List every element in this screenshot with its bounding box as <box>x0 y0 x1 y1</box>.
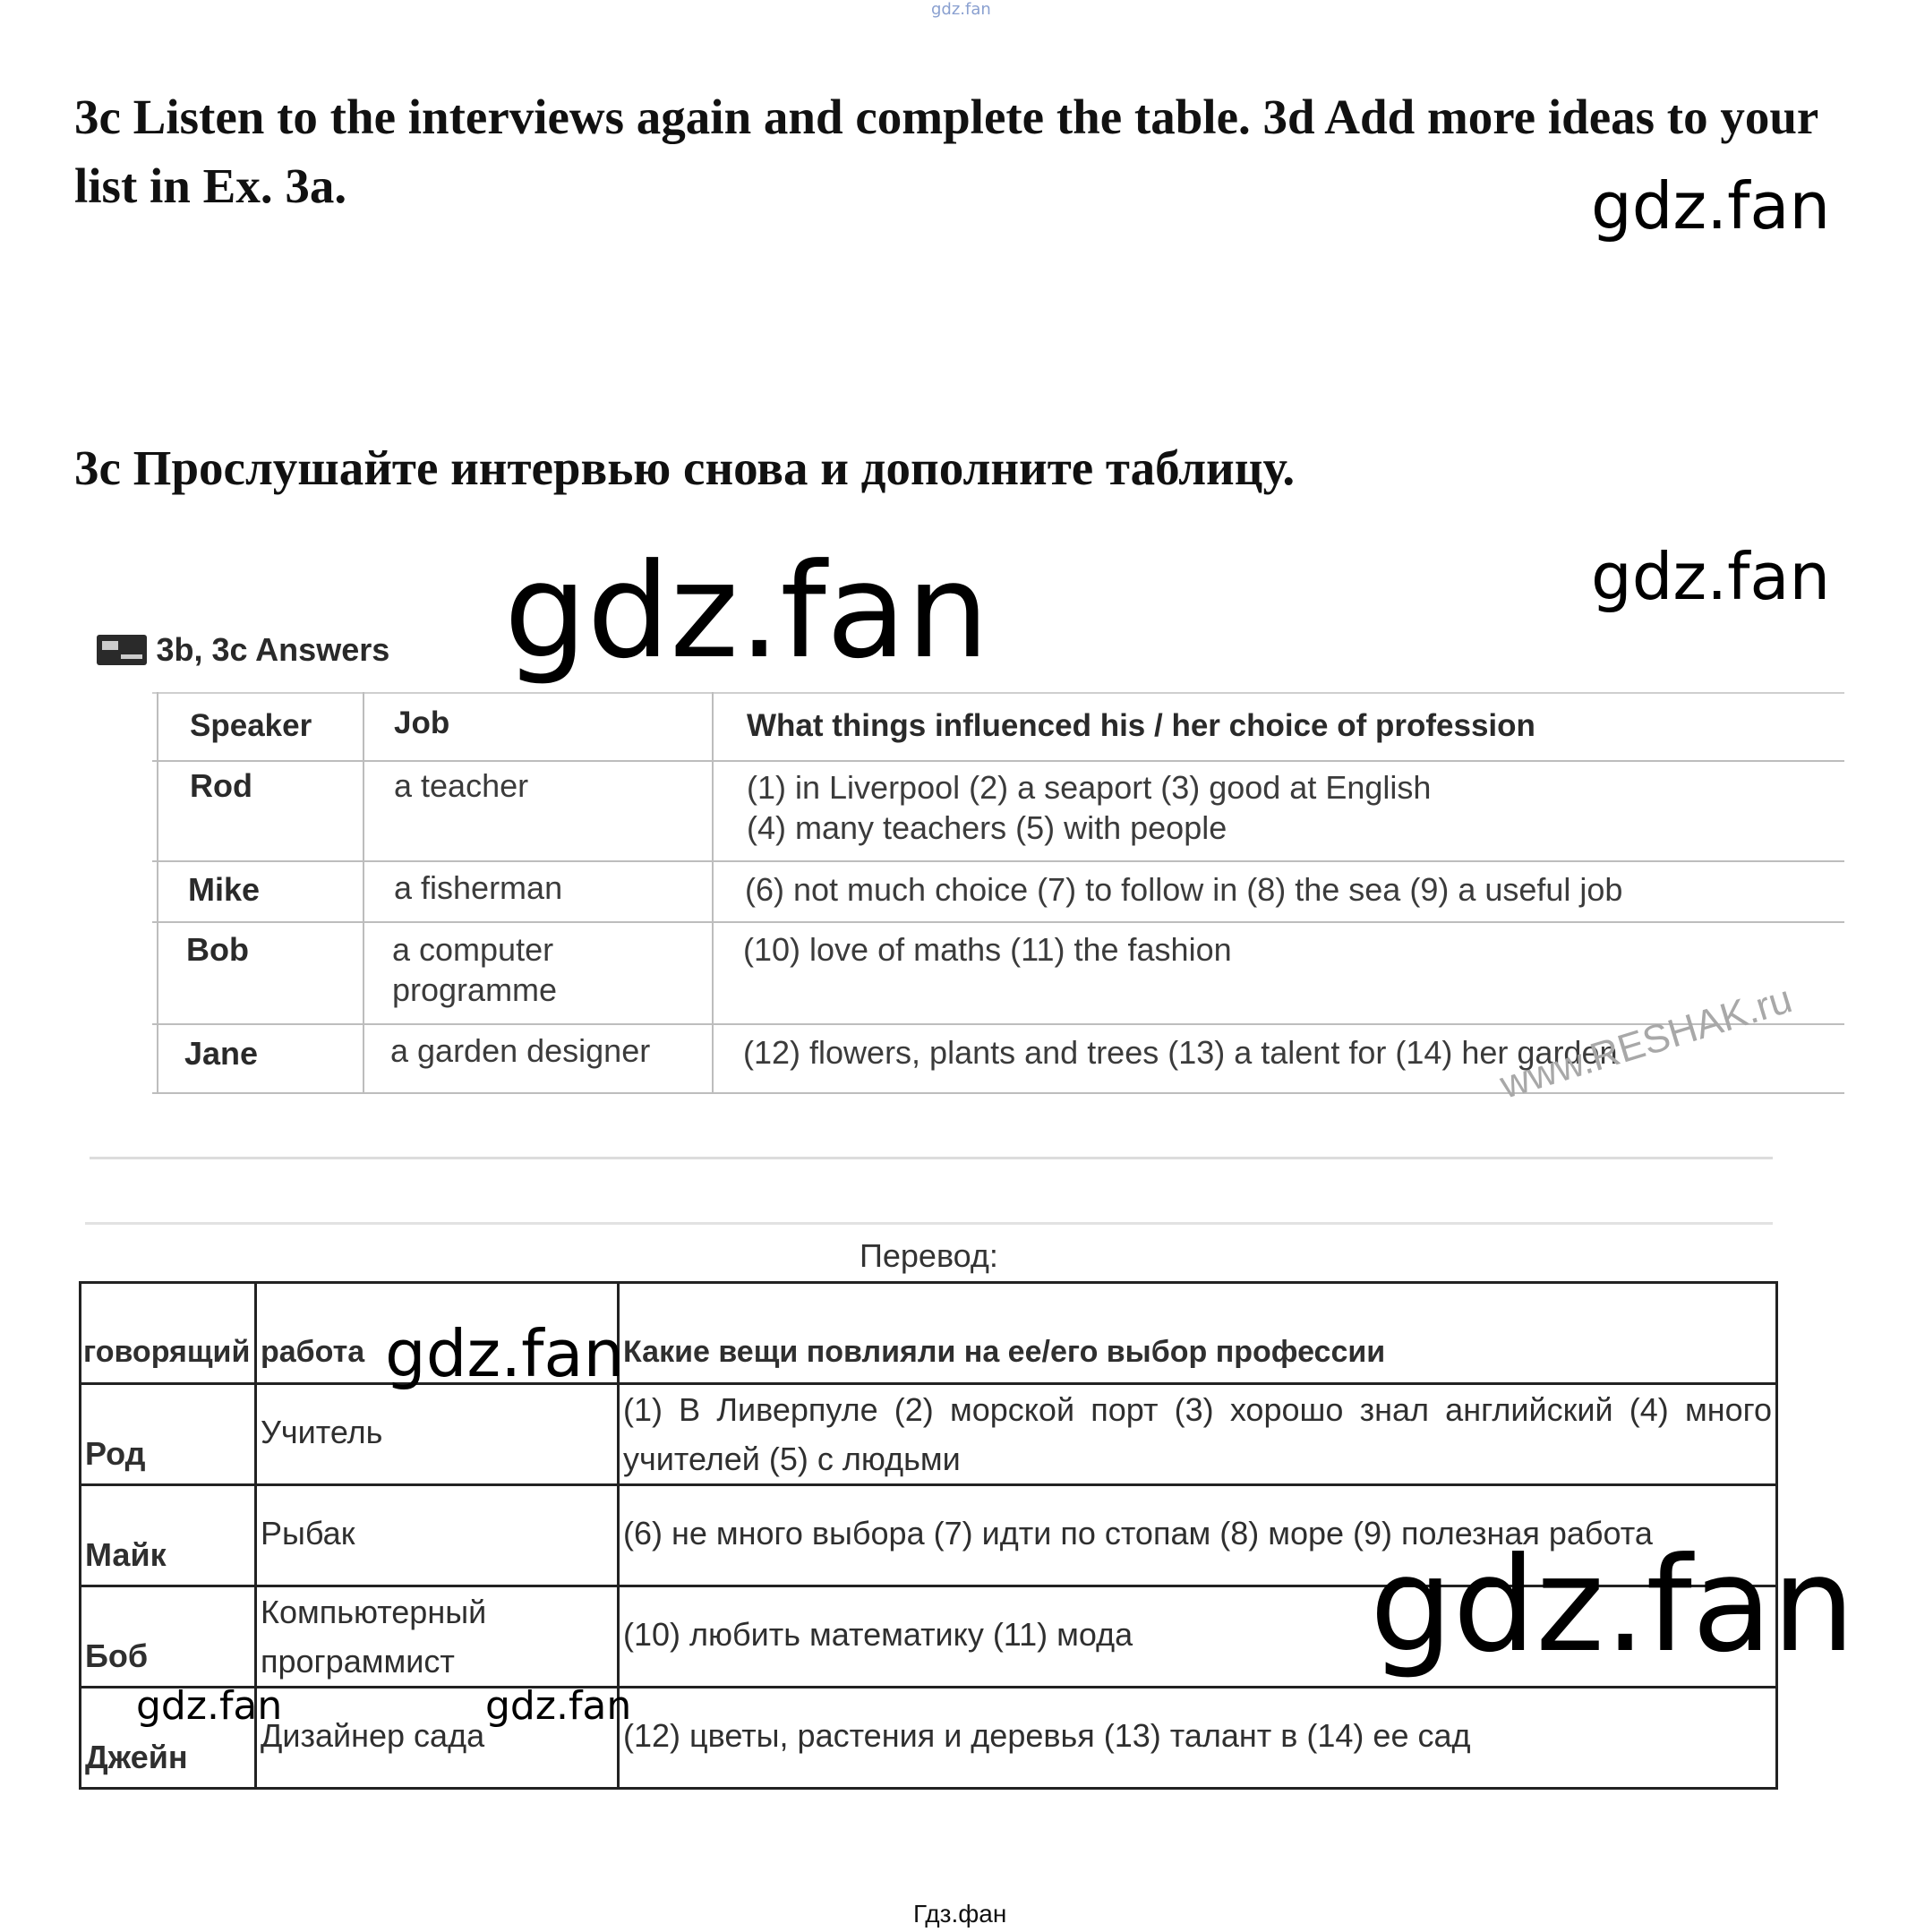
watermark: gdz.fan <box>385 1316 625 1391</box>
speaker-cell: Майк <box>81 1485 256 1586</box>
watermark: gdz.fan <box>485 1683 632 1729</box>
things-cell: (1) В Ливерпуле (2) морской порт (3) хорошо знал английский (4) много учителей (5) с людьми <box>619 1384 1777 1485</box>
scan-line <box>90 1157 1773 1159</box>
job-cell: Дизайнер сада <box>256 1688 619 1789</box>
table-row <box>81 1688 1777 1789</box>
row-job: a garden designer <box>390 1032 651 1069</box>
row-job: a fisherman <box>394 869 563 906</box>
row-job: a teacher <box>394 767 529 804</box>
row-job: a computer <box>392 931 554 968</box>
row-things: (1) in Liverpool (2) a seaport (3) good at English <box>747 769 1432 806</box>
heading-en: 3c Listen to the interviews again and complete the table. 3d Add more ideas to your list in Ex. 3a. <box>74 90 1818 213</box>
things-cell: (10) любить математику (11) мода <box>619 1586 1777 1688</box>
translation-label: Перевод: <box>860 1237 998 1274</box>
things-cell: (12) цветы, растения и деревья (13) талант в (14) ее сад <box>619 1688 1777 1789</box>
watermark: gdz.fan <box>1591 168 1831 244</box>
top-watermark: gdz.fan <box>931 0 991 19</box>
row-things: (12) flowers, plants and trees (13) a talent for (14) her garden <box>743 1034 1618 1071</box>
table-row <box>81 1384 1777 1485</box>
header-speaker: Speaker <box>190 708 312 743</box>
answers-table <box>152 685 1844 1097</box>
row-speaker: Bob <box>186 931 249 968</box>
answers-title <box>97 631 389 672</box>
header-cell: работа <box>256 1283 619 1384</box>
header-cell: Какие вещи повлияли на ее/его выбор профессии <box>619 1283 1777 1384</box>
row-things: (6) not much choice (7) to follow in (8) the sea (9) a useful job <box>745 871 1623 908</box>
reshak-stamp: www.RESHAK.ru <box>1495 977 1798 1107</box>
things-cell: (6) не много выбора (7) идти по стопам (8) море (9) полезная работа <box>619 1485 1777 1586</box>
job-cell: Учитель <box>256 1384 619 1485</box>
scan-line <box>85 1222 1773 1225</box>
row-speaker: Rod <box>190 767 252 804</box>
watermark: gdz.fan <box>1370 1529 1855 1681</box>
watermark: gdz.fan <box>1591 539 1831 614</box>
row-things: (4) many teachers (5) with people <box>747 809 1227 846</box>
table-row <box>81 1283 1777 1384</box>
row-speaker: Jane <box>184 1035 259 1072</box>
job-cell: Компьютерный программист <box>256 1586 619 1688</box>
watermark: gdz.fan <box>504 535 989 688</box>
job-cell: Рыбак <box>256 1485 619 1586</box>
speaker-cell: Джейн <box>81 1688 256 1789</box>
header-job: Job <box>394 705 450 740</box>
cassette-icon <box>97 635 147 665</box>
speaker-cell: Род <box>81 1384 256 1485</box>
heading-ru: 3c Прослушайте интервью снова и дополните таблицу. <box>74 440 1296 495</box>
row-things: (10) love of maths (11) the fashion <box>743 931 1232 968</box>
answers-title-text: 3b, 3c Answers <box>156 631 390 668</box>
header-things: What things influenced his / her choice of profession <box>747 708 1535 743</box>
header-cell: говорящий <box>81 1283 256 1384</box>
footer-text: Гдз.фан <box>913 1900 1007 1928</box>
row-job: programme <box>392 971 558 1008</box>
row-speaker: Mike <box>188 871 261 908</box>
watermark: gdz.fan <box>136 1683 283 1729</box>
speaker-cell: Боб <box>81 1586 256 1688</box>
